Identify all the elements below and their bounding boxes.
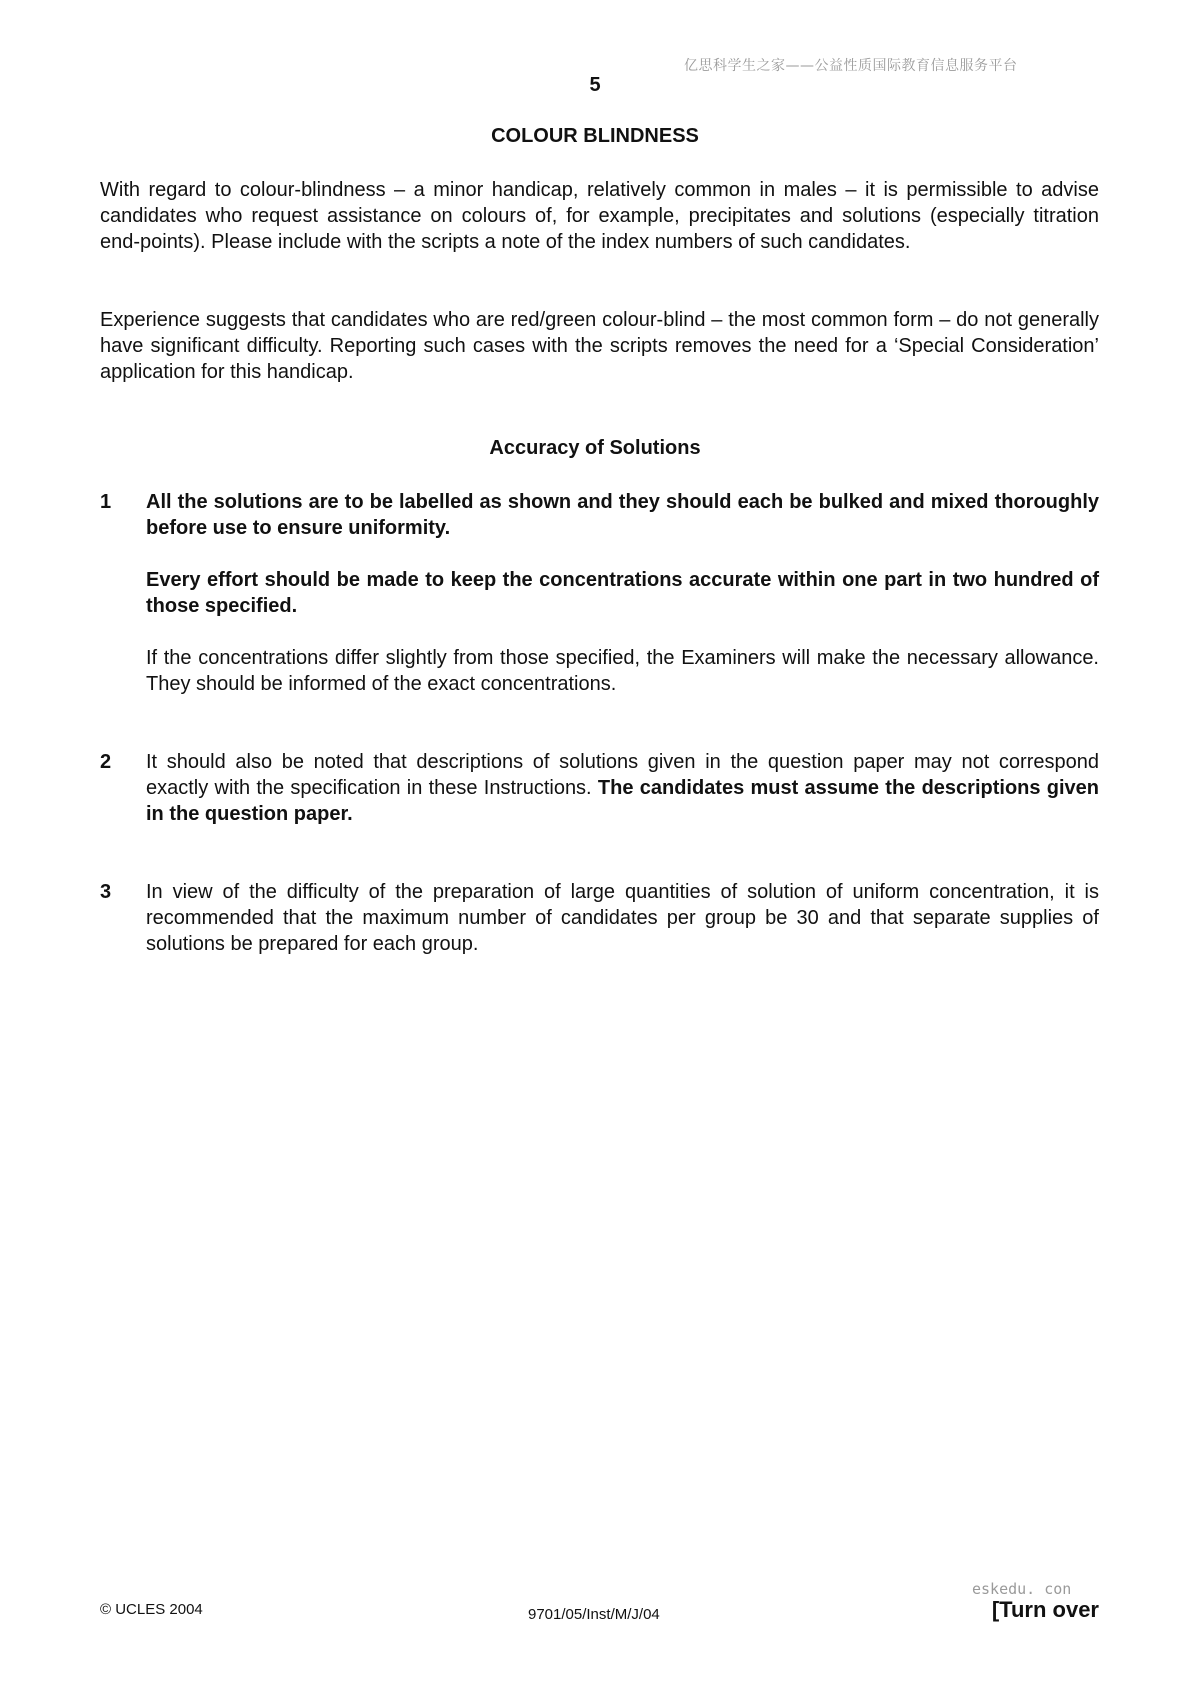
colour-blindness-heading: COLOUR BLINDNESS [491,125,699,147]
item-1-paragraph-3: If the concentrations differ slightly from those specified, the Examiners will make the necessary allowance. They should be informed of the exact concentrations. [146,647,1099,695]
item-number-2: 2 [100,751,112,773]
item-2-text: It should also be noted that descriptions of solutions given in the question paper may not correspond exactly with the specification in these Instructions. [146,751,1099,799]
item-number-1: 1 [100,491,112,513]
turn-over-label: [Turn over [991,1597,1099,1622]
item-1-bold-paragraph-1: All the solutions are to be labelled as shown and they should each be bulked and mixed thoroughly before use to ensure uniformity. [146,491,1099,539]
accuracy-heading: Accuracy of Solutions [489,437,701,459]
item-2-bold-text: The candidates must assume the descriptions given in the question paper. [146,777,1100,825]
document-code: 9701/05/Inst/M/J/04 [528,1606,660,1623]
colour-blindness-paragraph-2: Experience suggests that candidates who are red/green colour-blind – the most common form – do not generally have significant difficulty. Reporting such cases with the scripts removes the need for a ‘Special Consideration’ application for this handicap. [100,309,1099,383]
item-1-bold-paragraph-2: Every effort should be made to keep the concentrations accurate within one part in two hundred of those specified. [146,569,1099,617]
item-number-3: 3 [100,881,112,903]
item-3-paragraph: In view of the difficulty of the preparation of large quantities of solution of uniform concentration, it is recommended that the maximum number of candidates per group be 30 and that separate supplies of solutions be prepared for each group. [146,881,1099,955]
copyright: © UCLES 2004 [100,1601,203,1618]
watermark-top: 亿思科学生之家——公益性质国际教育信息服务平台 [684,58,1018,74]
item-2-paragraph [146,749,1099,827]
page-number: 5 [589,74,601,96]
watermark-bottom: eskedu. con [972,1580,1072,1598]
colour-blindness-paragraph-1: With regard to colour-blindness – a minor handicap, relatively common in males – it is permissible to advise candidates who request assistance on colours of, for example, precipitates and solutions (especially titration end-points). Please include with the scripts a note of the index numbers of such candidates. [100,179,1099,253]
